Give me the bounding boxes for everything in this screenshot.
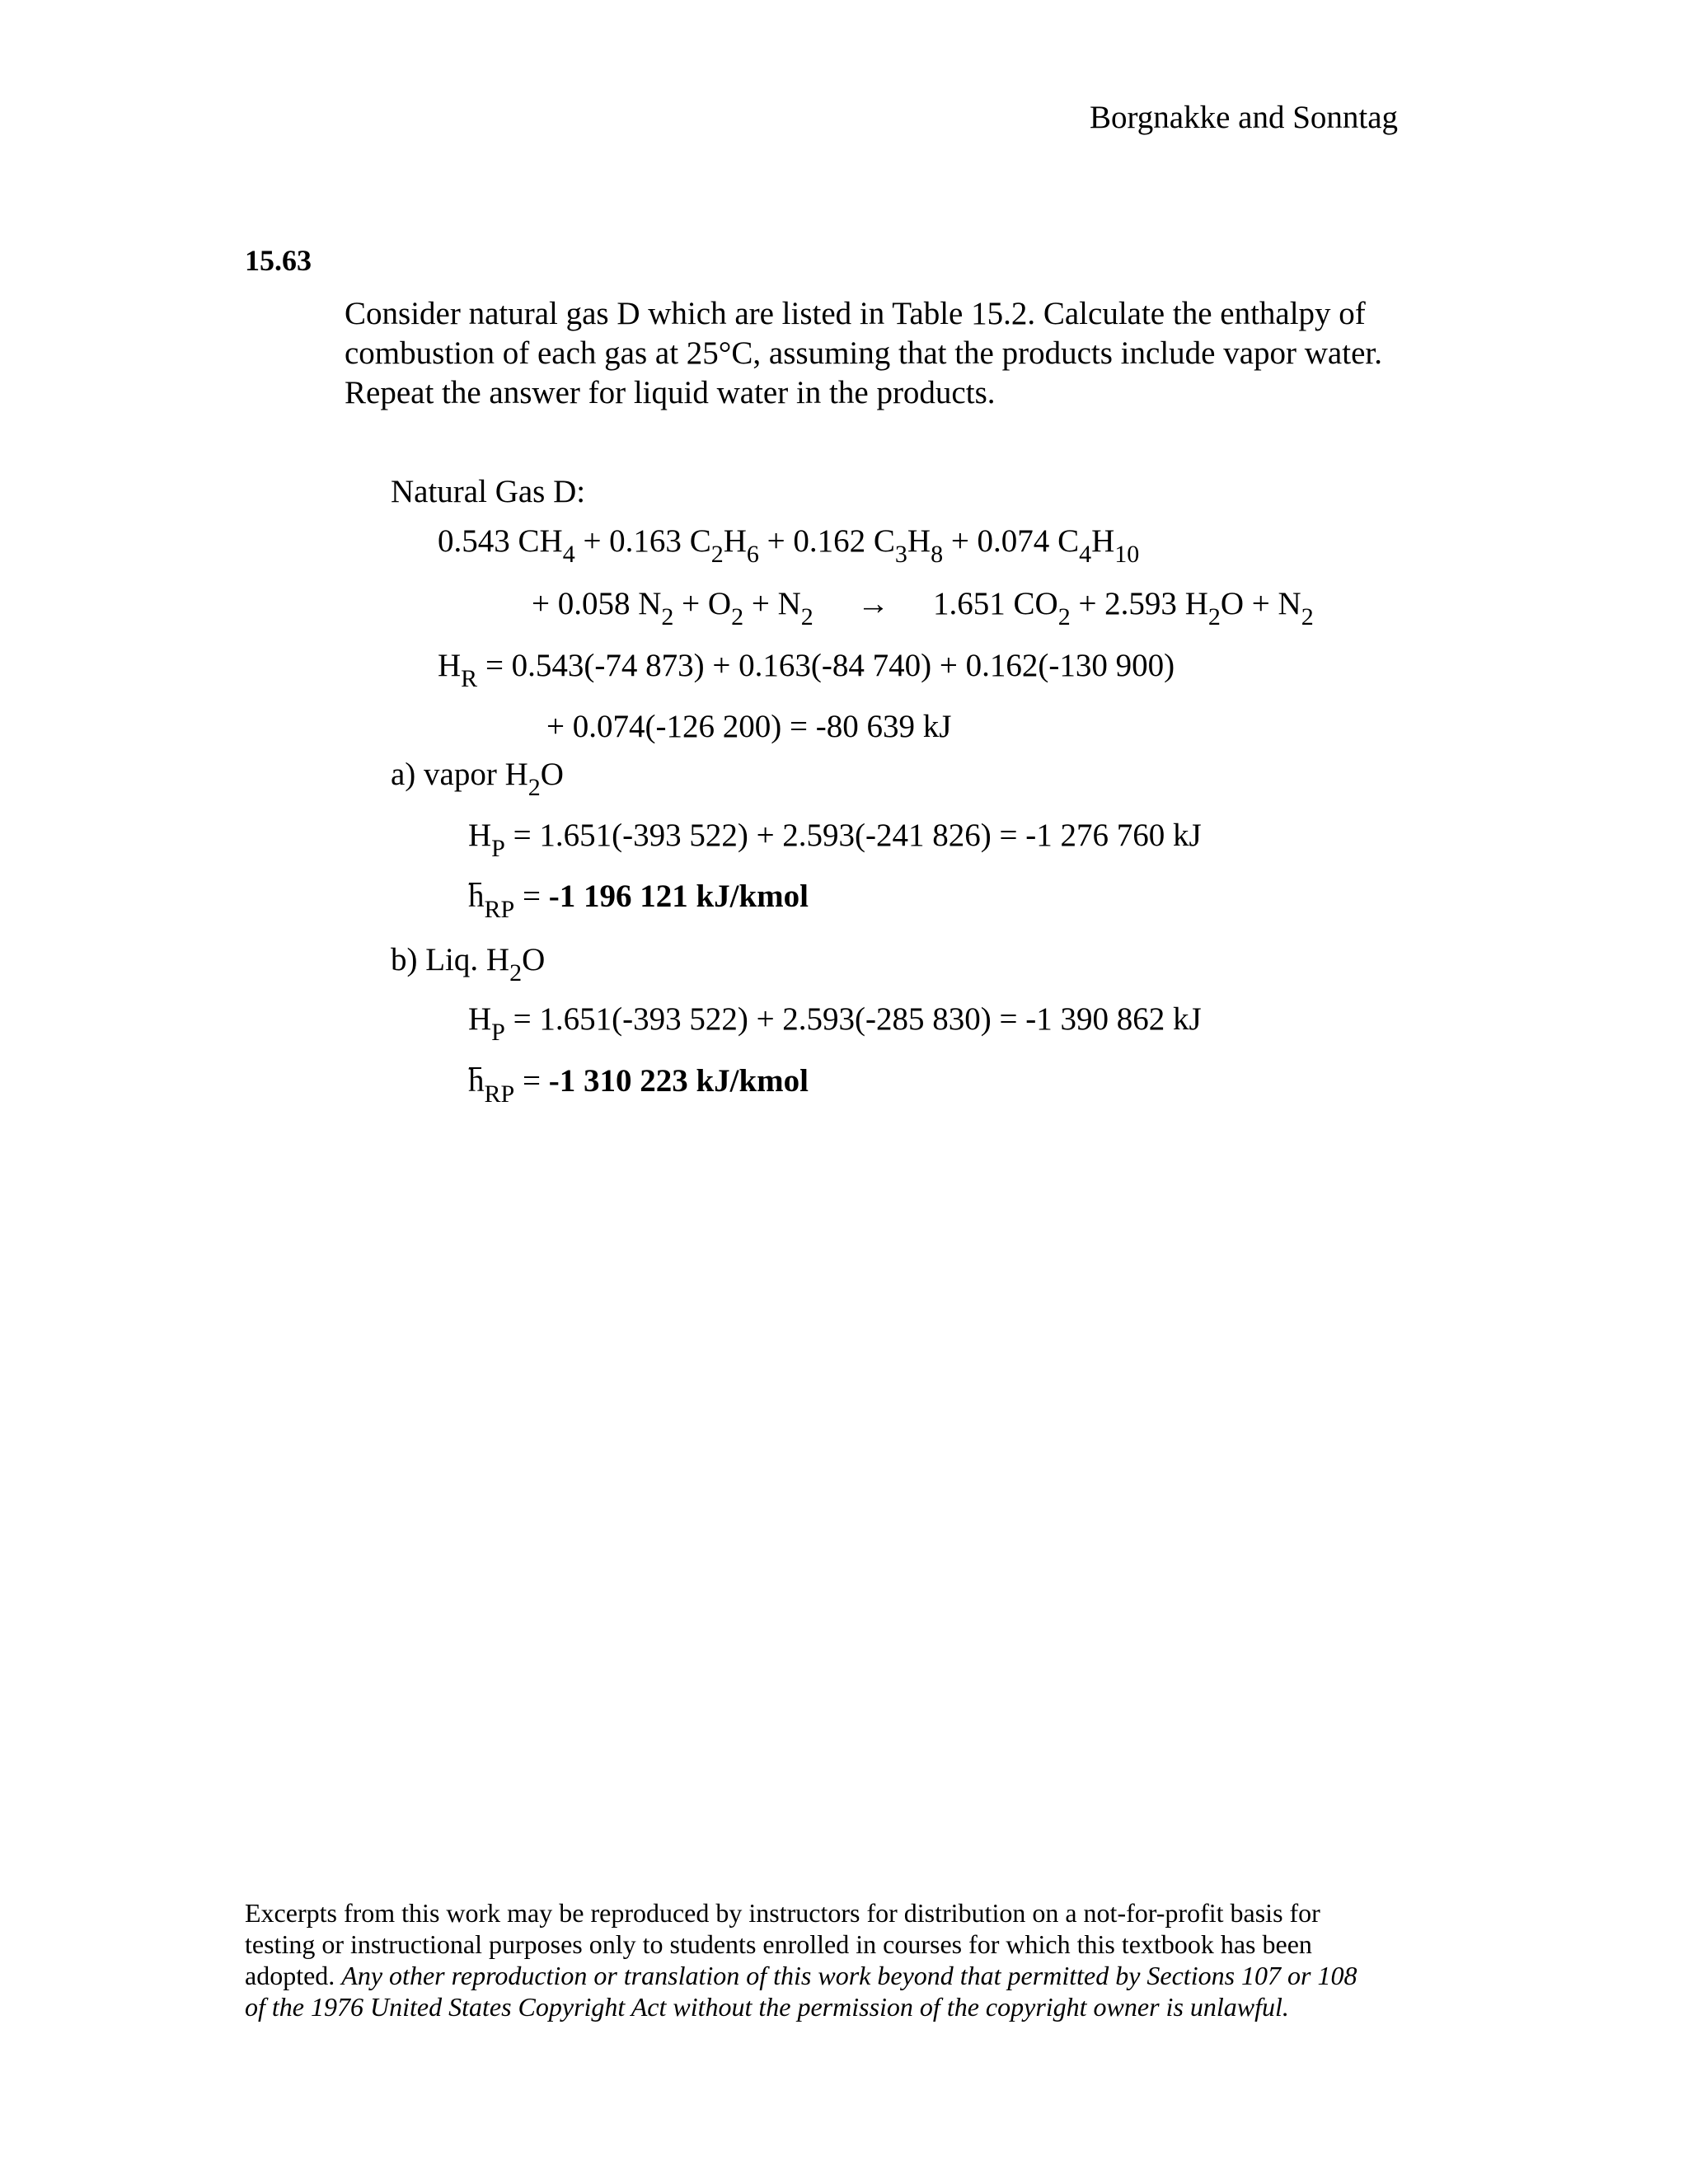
formula: $CH_4$ — [518, 523, 575, 568]
hp-symbol: $H_P$ — [468, 1001, 505, 1046]
fuel-title: Natural Gas D: — [391, 474, 586, 509]
formula: $C_4H_{10}$ — [1057, 523, 1140, 568]
coefficient: + 0.058 — [532, 586, 631, 621]
h-bar-symbol: $h_{RP}$ — [468, 879, 515, 923]
hr-equation-line-2: + 0.074(-126 200) = -80 639 kJ — [546, 709, 952, 744]
running-head: Borgnakke and Sonntag — [1090, 100, 1399, 135]
reaction-arrow: → — [857, 586, 889, 621]
coefficient: 0.543 — [438, 523, 510, 559]
hr-equation-line-1: $H_R = 0.543(-74$ 873) + 0.163(-84 740) + 0.162(-130 900) — [438, 648, 1175, 692]
hr-symbol: $H_R$ — [438, 648, 478, 692]
statement-line: Repeat the answer for liquid water in the products. — [345, 375, 996, 410]
part-a-result: $h_{RP} = -1$ 196 121 kJ/kmol — [468, 879, 809, 923]
formula: + $N_2$ — [751, 586, 814, 630]
coefficient: + 0.163 — [583, 523, 682, 559]
formula: + $N_2$ — [1251, 586, 1314, 630]
reaction-reactants-line — [438, 523, 1140, 568]
reaction-products — [933, 586, 1314, 630]
result-value: -1 196 121 kJ/kmol — [548, 879, 809, 914]
coefficient: + 0.162 — [767, 523, 866, 559]
formula: $N_2$ — [638, 586, 674, 630]
statement-line: combustion of each gas at 25°C, assuming that the products include vapor water. — [345, 335, 1382, 371]
part-a-hp-equation: $H_P = 1.651(-393$ 522) + 2.593(-241 826) = -1 276 760 kJ — [468, 818, 1202, 862]
footer-line: Excerpts from this work may be reproduced by instructors for distribution on a not-for-profit basis for — [245, 1898, 1320, 1928]
result-value: -1 310 223 kJ/kmol — [548, 1063, 809, 1099]
coefficient: + 2.593 — [1078, 586, 1177, 621]
part-b-result: $h_{RP} = -1$ 310 223 kJ/kmol — [468, 1063, 809, 1108]
h-bar-symbol: $h_{RP}$ — [468, 1063, 515, 1108]
coefficient: 1.651 — [933, 586, 1006, 621]
part-b-hp-equation: $H_P = 1.651(-393$ 522) + 2.593(-285 830) = -1 390 862 kJ — [468, 1001, 1202, 1046]
coefficient: + 0.074 — [950, 523, 1050, 559]
part-b-label: b) Liq. $H_2O$ — [391, 942, 546, 987]
hp-symbol: $H_P$ — [468, 818, 505, 862]
formula: $CO_2$ — [1013, 586, 1071, 630]
formula: $C_3H_8$ — [873, 523, 944, 568]
formula: + $O_2$ — [682, 586, 744, 630]
formula: $H_2O$ — [1184, 586, 1245, 630]
problem-number: 15.63 — [245, 244, 312, 277]
footer-line: of the 1976 United States Copyright Act without the permission of the copyright owner is unlawful. — [245, 1992, 1289, 2022]
formula: $C_2H_6$ — [689, 523, 759, 568]
statement-line: Consider natural gas D which are listed in Table 15.2. Calculate the enthalpy of — [345, 296, 1366, 331]
part-a-label: a) vapor $H_2O$ — [391, 757, 564, 801]
problem-statement — [345, 294, 1382, 413]
footer-line: testing or instructional purposes only to students enrolled in courses for which this textbook has been — [245, 1929, 1312, 1959]
footer-line: adopted. Any other reproduction or translation of this work beyond that permitted by Sections 107 or 108 — [245, 1961, 1357, 1990]
copyright-footer — [245, 1897, 1357, 2022]
reaction-line-2-left — [532, 586, 814, 630]
